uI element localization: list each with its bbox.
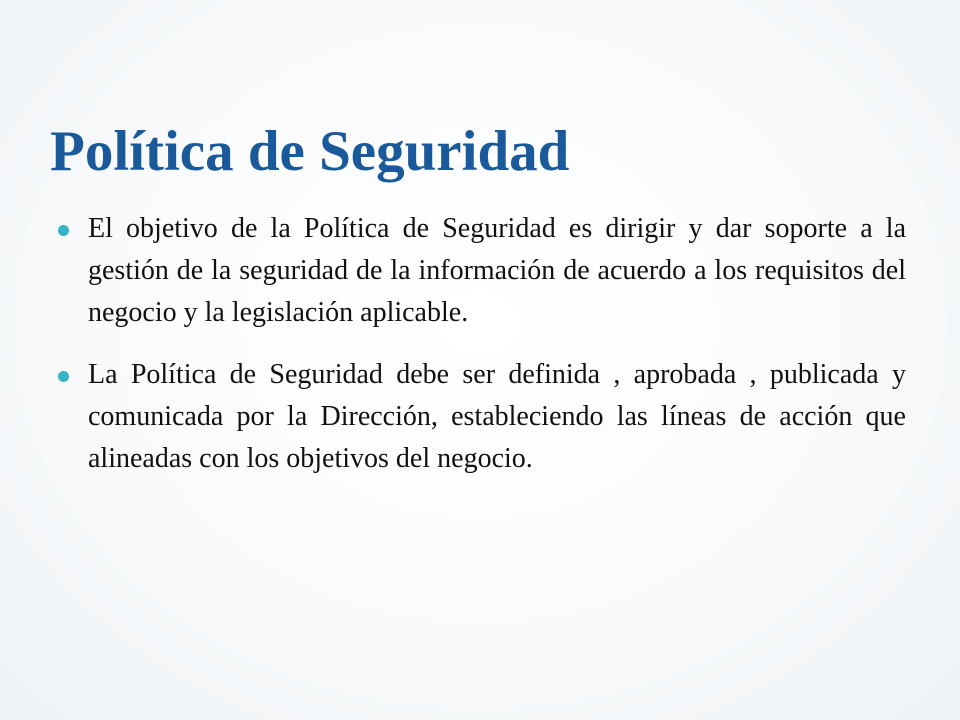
slide-title: Política de Seguridad xyxy=(50,120,570,183)
bullet-text: La Política de Seguridad debe ser definida , aprobada , publicada y comunicada por la Dirección, estableciendo las líneas de acción que alineadas con los objetivos del negocio. xyxy=(88,359,906,474)
bullet-item xyxy=(56,208,906,334)
bullet-item xyxy=(56,354,906,480)
bullet-dot-icon xyxy=(58,225,69,236)
bullet-list xyxy=(56,208,906,500)
bullet-dot-icon xyxy=(58,371,69,382)
bullet-text: El objetivo de la Política de Seguridad es dirigir y dar soporte a la gestión de la seguridad de la información de acuerdo a los requisitos del negocio y la legislación aplicable. xyxy=(88,213,906,328)
